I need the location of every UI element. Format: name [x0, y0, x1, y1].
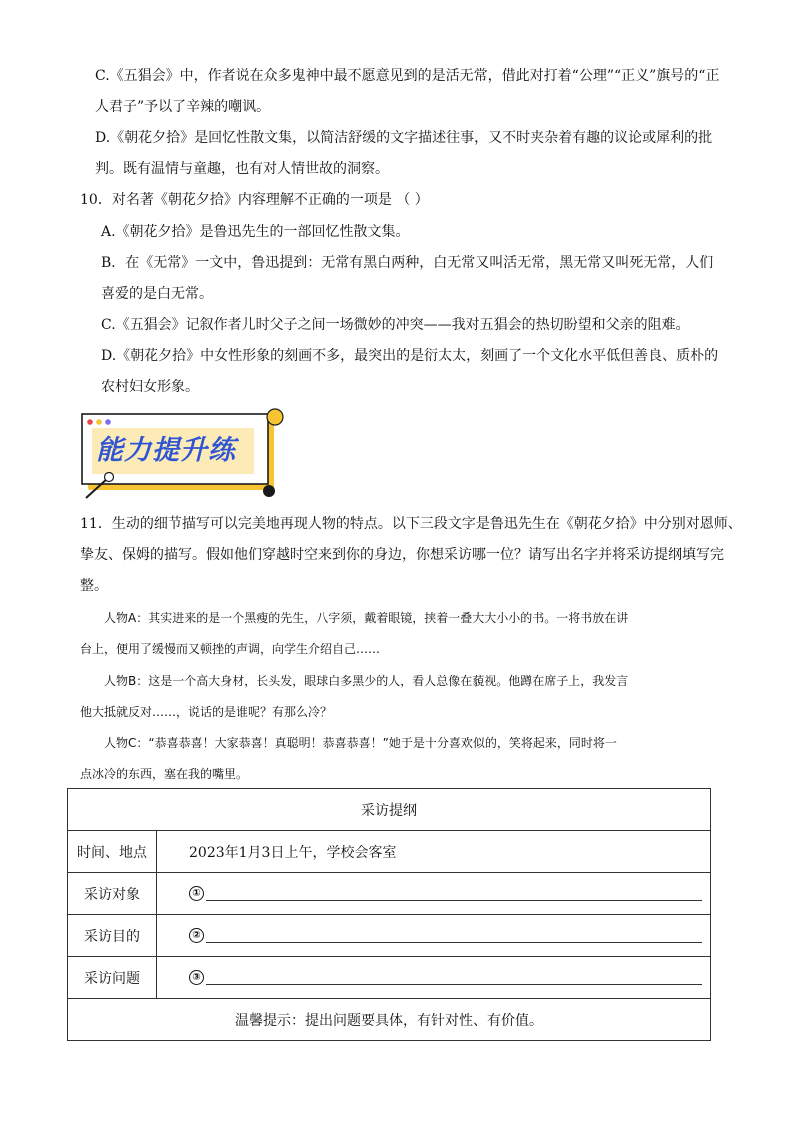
q11-stem-line3: 整。: [80, 578, 108, 594]
passage-a-line1: 人物A：其实进来的是一个黑瘦的先生，八字须，戴着眼镜，挟着一叠大大小小的书。一将书放在讲: [104, 611, 629, 625]
table-row: [68, 831, 711, 873]
circled-number-2: ②: [189, 928, 204, 943]
q10-option-d-line1: D.《朝花夕拾》中女性形象的刻画不多，最突出的是衍太太，刻画了一个文化水平低但善良、质朴的: [101, 348, 719, 364]
q10-stem: 10．对名著《朝花夕拾》内容理解不正确的一项是 （ ）: [80, 192, 429, 208]
q9-option-c-line2: 人君子”予以了辛辣的嘲讽。: [95, 99, 271, 115]
passage-b-line2: 他大抵就反对……，说话的是谁呢？有那么冷？: [80, 705, 333, 719]
table-row: [68, 999, 711, 1041]
passage-c-line2: 点冰冷的东西，塞在我的嘴里。: [80, 767, 249, 781]
answer-blank-3[interactable]: [157, 957, 711, 999]
interview-outline-table: [67, 788, 711, 1041]
table-row: [68, 915, 711, 957]
answer-blank-1[interactable]: [157, 873, 711, 915]
row-label-questions: 采访问题: [68, 957, 157, 999]
row-label-purpose: 采访目的: [68, 915, 157, 957]
passage-a-line2: 台上，便用了缓慢而又顿挫的声调，向学生介绍自己……: [80, 642, 381, 656]
row-label-interviewee: 采访对象: [68, 873, 157, 915]
answer-line[interactable]: [206, 928, 702, 943]
answer-line[interactable]: [206, 970, 702, 985]
q11-stem-line1: 11．生动的细节描写可以完美地再现人物的特点。以下三段文字是鲁迅先生在《朝花夕拾》中分别对恩师、: [80, 516, 742, 532]
q11-stem-line2: 挚友、保姆的描写。假如他们穿越时空来到你的身边，你想采访哪一位？请写出名字并将采访提纲填写完: [80, 547, 724, 563]
table-row: [68, 789, 711, 831]
passage-c-line1: 人物C：“恭喜恭喜！大家恭喜！真聪明！恭喜恭喜！”她于是十分喜欢似的，笑将起来，同时将一: [104, 736, 617, 750]
answer-blank-2[interactable]: [157, 915, 711, 957]
table-row: [68, 873, 711, 915]
banner-title: 能力提升练: [96, 435, 236, 466]
circled-number-3: ③: [189, 970, 204, 985]
q10-option-a: A.《朝花夕拾》是鲁迅先生的一部回忆性散文集。: [101, 224, 410, 240]
q9-option-c-line1: C.《五猖会》中，作者说在众多鬼神中最不愿意见到的是活无常，借此对打着“公理”“正义”旗号的“正: [95, 68, 720, 84]
passage-b-line1: 人物B：这是一个高大身材，长头发，眼球白多黑少的人，看人总像在藐视。他蹲在席子上，我发言: [104, 674, 629, 688]
circled-number-1: ①: [189, 886, 204, 901]
row-value-time-place: 2023年1月3日上午，学校会客室: [157, 831, 711, 873]
q10-option-c: C.《五猖会》记叙作者儿时父子之间一场微妙的冲突——我对五猖会的热切盼望和父亲的阻难。: [101, 317, 690, 333]
q9-option-d-line1: D.《朝花夕拾》是回忆性散文集，以简洁舒缓的文字描述往事，又不时夹杂着有趣的议论或犀利的批: [95, 130, 713, 146]
q10-option-b-line1: B．在《无常》一文中，鲁迅提到：无常有黑白两种，白无常又叫活无常，黑无常又叫死无常，人们: [101, 255, 714, 271]
q9-option-d-line2: 判。既有温情与童趣，也有对人情世故的洞察。: [95, 161, 389, 177]
answer-line[interactable]: [206, 886, 702, 901]
q10-option-b-line2: 喜爱的是白无常。: [101, 286, 213, 302]
table-title: 采访提纲: [68, 789, 711, 831]
table-row: [68, 957, 711, 999]
q10-option-d-line2: 农村妇女形象。: [101, 379, 199, 395]
table-tip: 温馨提示：提出问题要具体，有针对性、有价值。: [68, 999, 711, 1041]
section-banner: [78, 408, 288, 504]
row-label-time-place: 时间、地点: [68, 831, 157, 873]
